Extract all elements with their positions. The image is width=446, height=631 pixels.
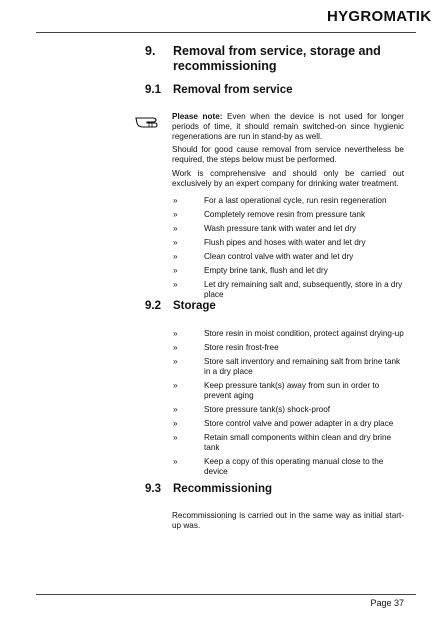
note-text: Even when the device is not used for longer periods of time, it should remain switched-on since hygienic regenerations are run in stand-by as well. [172,112,404,141]
list-item: » Wash pressure tank with water and let dry [173,224,357,233]
section-93-heading [145,483,272,495]
bullet-glyph: » [173,381,178,390]
section-9-number: 9. [145,44,156,58]
list-item: » Clean control valve with water and let dry [173,252,354,261]
paragraph-expert-company: Work is comprehensive and should only be carried out exclusively by an expert company for drinking water treatment. [172,169,404,188]
bullet-glyph: » [173,252,178,261]
list-item: » Store control valve and power adapter in a dry place [173,419,394,428]
bullet-glyph: » [173,419,178,428]
section-92-number: 9.2 [145,300,161,312]
section-9-title: Removal from service, storage and recommissioning [173,44,381,73]
section-92-title: Storage [173,300,216,312]
logo-text: HYGROMATIK [327,8,432,25]
bullet-glyph: » [173,457,178,466]
bullet-glyph: » [173,405,178,414]
list-item: » Let dry remaining salt and, subsequently, store in a dry place [173,280,403,299]
note-paragraph [172,112,404,142]
bullet-glyph: » [173,343,178,352]
section-93-number: 9.3 [145,483,161,495]
bullet-glyph: » [173,357,178,366]
bullet-glyph: » [173,238,178,247]
bullet-glyph: » [173,266,178,275]
list-item: » Store salt inventory and remaining salt from brine tank in a dry place [173,357,401,376]
pointing-hand-icon [135,110,167,130]
section-9-heading [145,44,415,74]
section-92-heading [145,300,216,312]
bullet-glyph: » [173,329,178,338]
list-item: » Completely remove resin from pressure tank [173,210,366,219]
list-item: » Flush pipes and hoses with water and let dry [173,238,366,247]
list-item: » Store resin frost-free [173,343,279,352]
bullet-glyph: » [173,433,178,442]
removal-steps-list [145,196,407,304]
header-rule [36,32,416,33]
bullet-glyph: » [173,196,178,205]
list-item: » Keep pressure tank(s) away from sun in order to prevent aging [173,381,380,400]
page-number: Page 37 [370,598,404,608]
storage-steps-list [145,329,407,481]
section-91-number: 9.1 [145,84,161,96]
brand-logo [327,8,431,25]
list-item: » For a last operational cycle, run resin regeneration [173,196,387,205]
list-item: » Empty brine tank, flush and let dry [173,266,328,275]
list-item: » Keep a copy of this operating manual close to the device [173,457,384,476]
section-93-title: Recommissioning [173,483,273,495]
paragraph-removal-intro: Should for good cause removal from service nevertheless be required, the steps below must be performed. [172,145,404,164]
list-item: » Store resin in moist condition, protect against drying-up [173,329,404,338]
list-item: » Store pressure tank(s) shock-proof [173,405,331,414]
section-91-title: Removal from service [173,84,293,96]
bullet-glyph: » [173,280,178,289]
note-label: Please note: [172,112,223,121]
bullet-glyph: » [173,210,178,219]
paragraph-recommissioning: Recommissioning is carried out in the same way as initial start-up was. [172,511,404,530]
footer-rule [36,594,416,595]
list-item: » Retain small components within clean and dry brine tank [173,433,392,452]
bullet-glyph: » [173,224,178,233]
section-91-heading [145,84,293,96]
